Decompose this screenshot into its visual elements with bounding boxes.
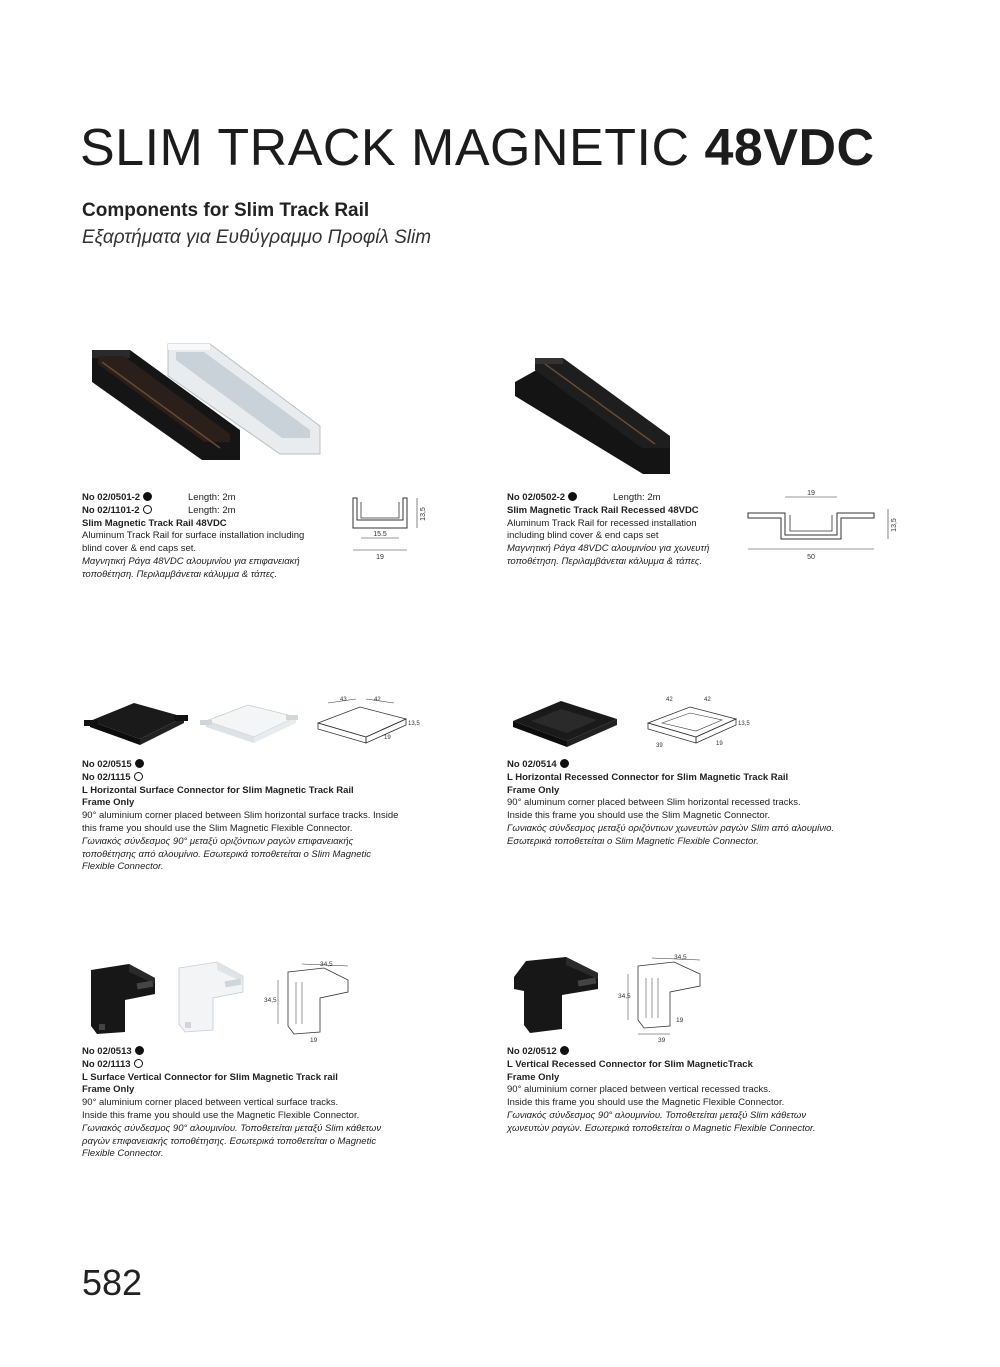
dim-top: 34,5 — [674, 954, 687, 961]
dim-height: 13,5 — [891, 518, 898, 532]
white-finish-icon — [134, 1059, 143, 1068]
black-finish-icon — [135, 759, 144, 768]
dim-a: 43 — [340, 697, 347, 703]
product-name: Slim Magnetic Track Rail Recessed 48VDC — [507, 504, 699, 516]
product-description-greek: τοποθέτησης από αλουμίνιο. Εσωτερικά τοποθετείται ο Slim Magnetic — [82, 848, 372, 860]
product-description-greek: τοποθέτηση. Περιλαμβάνεται κάλυμμα & τάπες. — [82, 568, 278, 580]
vertical-recessed-connector-drawing — [612, 950, 712, 1045]
white-finish-icon — [143, 505, 152, 514]
dim-height: 13,5 — [738, 721, 750, 727]
dim-b: 42 — [704, 697, 711, 703]
white-finish-icon — [134, 772, 143, 781]
product-frame-note: Frame Only — [507, 1071, 560, 1083]
product-description: 90° aluminum corner placed between Slim horizontal recessed tracks. — [507, 797, 801, 809]
product-block-0502 — [507, 492, 767, 569]
product-description: Inside this frame you should use the Slim Magnetic Connector. — [507, 810, 770, 822]
black-finish-icon — [568, 492, 577, 501]
product-name: L Surface Vertical Connector for Slim Magnetic Track rail — [82, 1071, 338, 1083]
product-block-0513 — [82, 1046, 422, 1161]
recessed-track-rail-photo — [505, 340, 685, 480]
product-frame-note: Frame Only — [82, 797, 135, 809]
product-length: Length: 2m — [613, 492, 661, 503]
product-length: Length: 2m — [188, 492, 236, 503]
product-frame-note: Frame Only — [82, 1084, 135, 1096]
horizontal-recessed-connector-drawing — [640, 693, 760, 751]
section-subtitle-english: Components for Slim Track Rail — [82, 200, 370, 221]
dim-top: 19 — [807, 490, 815, 497]
page-number: 582 — [82, 1262, 143, 1303]
product-description: Inside this frame you should use the Magnetic Flexible Connector. — [507, 1097, 785, 1109]
surface-track-rail-profile-drawing — [345, 490, 445, 565]
product-code: No 02/1113 — [82, 1058, 131, 1070]
vertical-surface-connector-white-photo — [175, 960, 255, 1040]
product-description-greek: Flexible Connector. — [82, 861, 164, 873]
product-code: No 02/0513 — [82, 1046, 132, 1057]
dim-side: 34,5 — [264, 997, 277, 1004]
product-block-0501 — [82, 492, 342, 582]
product-name: L Horizontal Recessed Connector for Slim Magnetic Track Rail — [507, 771, 789, 783]
horizontal-surface-connector-white-photo — [198, 697, 303, 747]
product-description: Aluminum Track Rail for surface installation including — [82, 530, 305, 542]
vertical-recessed-connector-photo — [510, 955, 605, 1037]
surface-track-rail-photo — [80, 330, 330, 485]
dim-c: 19 — [384, 735, 391, 741]
product-description: 90° aluminium corner placed between Slim horizontal surface tracks. Inside — [82, 810, 399, 822]
product-description-greek: ραγών επιφανειακής τοποθέτησης. Εσωτερικά τοποθετείται ο Magnetic — [82, 1135, 377, 1147]
dim-top: 34,5 — [320, 961, 333, 968]
product-description-greek: Flexible Connector. — [82, 1148, 164, 1160]
product-description: including blind cover & end caps set — [507, 530, 659, 542]
horizontal-surface-connector-black-photo — [82, 695, 192, 750]
product-description-greek: Γωνιακός σύνδεσμος μεταξύ οριζόντιων χωνευτών ραγών Slim από αλουμίνιο. — [507, 822, 835, 834]
product-name: L Vertical Recessed Connector for Slim MagneticTrack — [507, 1058, 753, 1070]
product-description: blind cover & end caps set. — [82, 543, 197, 555]
product-frame-note: Frame Only — [507, 784, 560, 796]
product-block-0515 — [82, 759, 422, 874]
black-finish-icon — [143, 492, 152, 501]
product-description-greek: τοποθέτηση. Περιλαμβάνεται κάλυμμα & τάπες. — [507, 555, 703, 567]
product-name: L Horizontal Surface Connector for Slim Magnetic Track Rail — [82, 784, 354, 796]
product-length: Length: 2m — [188, 504, 236, 516]
page-title-voltage: 48VDC — [704, 119, 875, 177]
product-block-0514 — [507, 759, 867, 849]
horizontal-surface-connector-drawing — [310, 695, 420, 750]
page-title: SLIM TRACK MAGNETIC 48VDC — [80, 119, 875, 177]
dim-side: 34,5 — [618, 993, 631, 1000]
product-code: No 02/0515 — [82, 759, 132, 770]
product-code: No 02/0512 — [507, 1046, 557, 1057]
product-description: this frame you should use the Slim Magnetic Flexible Connector. — [82, 822, 353, 834]
product-code: No 02/0514 — [507, 759, 557, 770]
dim-a: 42 — [666, 697, 673, 703]
vertical-surface-connector-drawing — [262, 958, 362, 1046]
product-description: 90° aluminium corner placed between vertical recessed tracks. — [507, 1084, 771, 1096]
dim-mid: 19 — [676, 1017, 684, 1024]
product-description-greek: Γωνιακός σύνδεσμος 90° αλουμινίου. Τοποθετείται μεταξύ Slim κάθετων — [507, 1109, 807, 1121]
product-description: Aluminum Track Rail for recessed installation — [507, 517, 697, 529]
black-finish-icon — [560, 759, 569, 768]
product-description-greek: Μαγνητική Ράγα 48VDC αλουμινίου για χωνευτή — [507, 543, 710, 555]
dim-c: 39 — [656, 743, 663, 749]
product-description-greek: Μαγνητική Ράγα 48VDC αλουμινίου για επιφανειακή — [82, 555, 300, 567]
black-finish-icon — [135, 1046, 144, 1055]
product-code: No 02/0501-2 — [82, 492, 141, 503]
product-code: No 02/1115 — [82, 771, 131, 783]
dim-bottom: 19 — [310, 1037, 318, 1044]
product-description-greek: Γωνιακός σύνδεσμος 90° αλουμινίου. Τοποθετείται μεταξύ Slim κάθετων — [82, 1122, 382, 1134]
product-description: Inside this frame you should use the Magnetic Flexible Connector. — [82, 1109, 360, 1121]
dim-width: 50 — [807, 554, 815, 561]
vertical-surface-connector-black-photo — [85, 960, 165, 1040]
product-block-0512 — [507, 1046, 867, 1136]
product-description-greek: χωνευτών ραγών. Εσωτερικά τοποθετείται ο Magnetic Flexible Connector. — [507, 1122, 816, 1134]
dim-height: 13,5 — [408, 721, 420, 727]
black-finish-icon — [560, 1046, 569, 1055]
product-name: Slim Magnetic Track Rail 48VDC — [82, 517, 227, 529]
dim-bottom: 39 — [658, 1037, 666, 1044]
product-description-greek: Γωνιακός σύνδεσμος 90° μεταξύ οριζόντιων ραγών επιφανειακής — [82, 835, 354, 847]
section-subtitle-greek: Εξαρτήματα για Ευθύγραμμο Προφίλ Slim — [82, 227, 432, 248]
product-code: No 02/1101-2 — [82, 504, 140, 516]
dim-inner: 15.5 — [373, 531, 387, 538]
horizontal-recessed-connector-photo — [505, 695, 625, 750]
dim-height: 13,5 — [420, 507, 427, 521]
product-code: No 02/0502-2 — [507, 492, 566, 503]
dim-d: 19 — [716, 741, 723, 747]
product-description-greek: Εσωτερικά τοποθετείται ο Slim Magnetic Flexible Connector. — [507, 835, 759, 847]
product-description: 90° aluminium corner placed between vertical surface tracks. — [82, 1097, 339, 1109]
dim-width: 19 — [376, 554, 384, 561]
dim-b: 42 — [374, 697, 381, 703]
